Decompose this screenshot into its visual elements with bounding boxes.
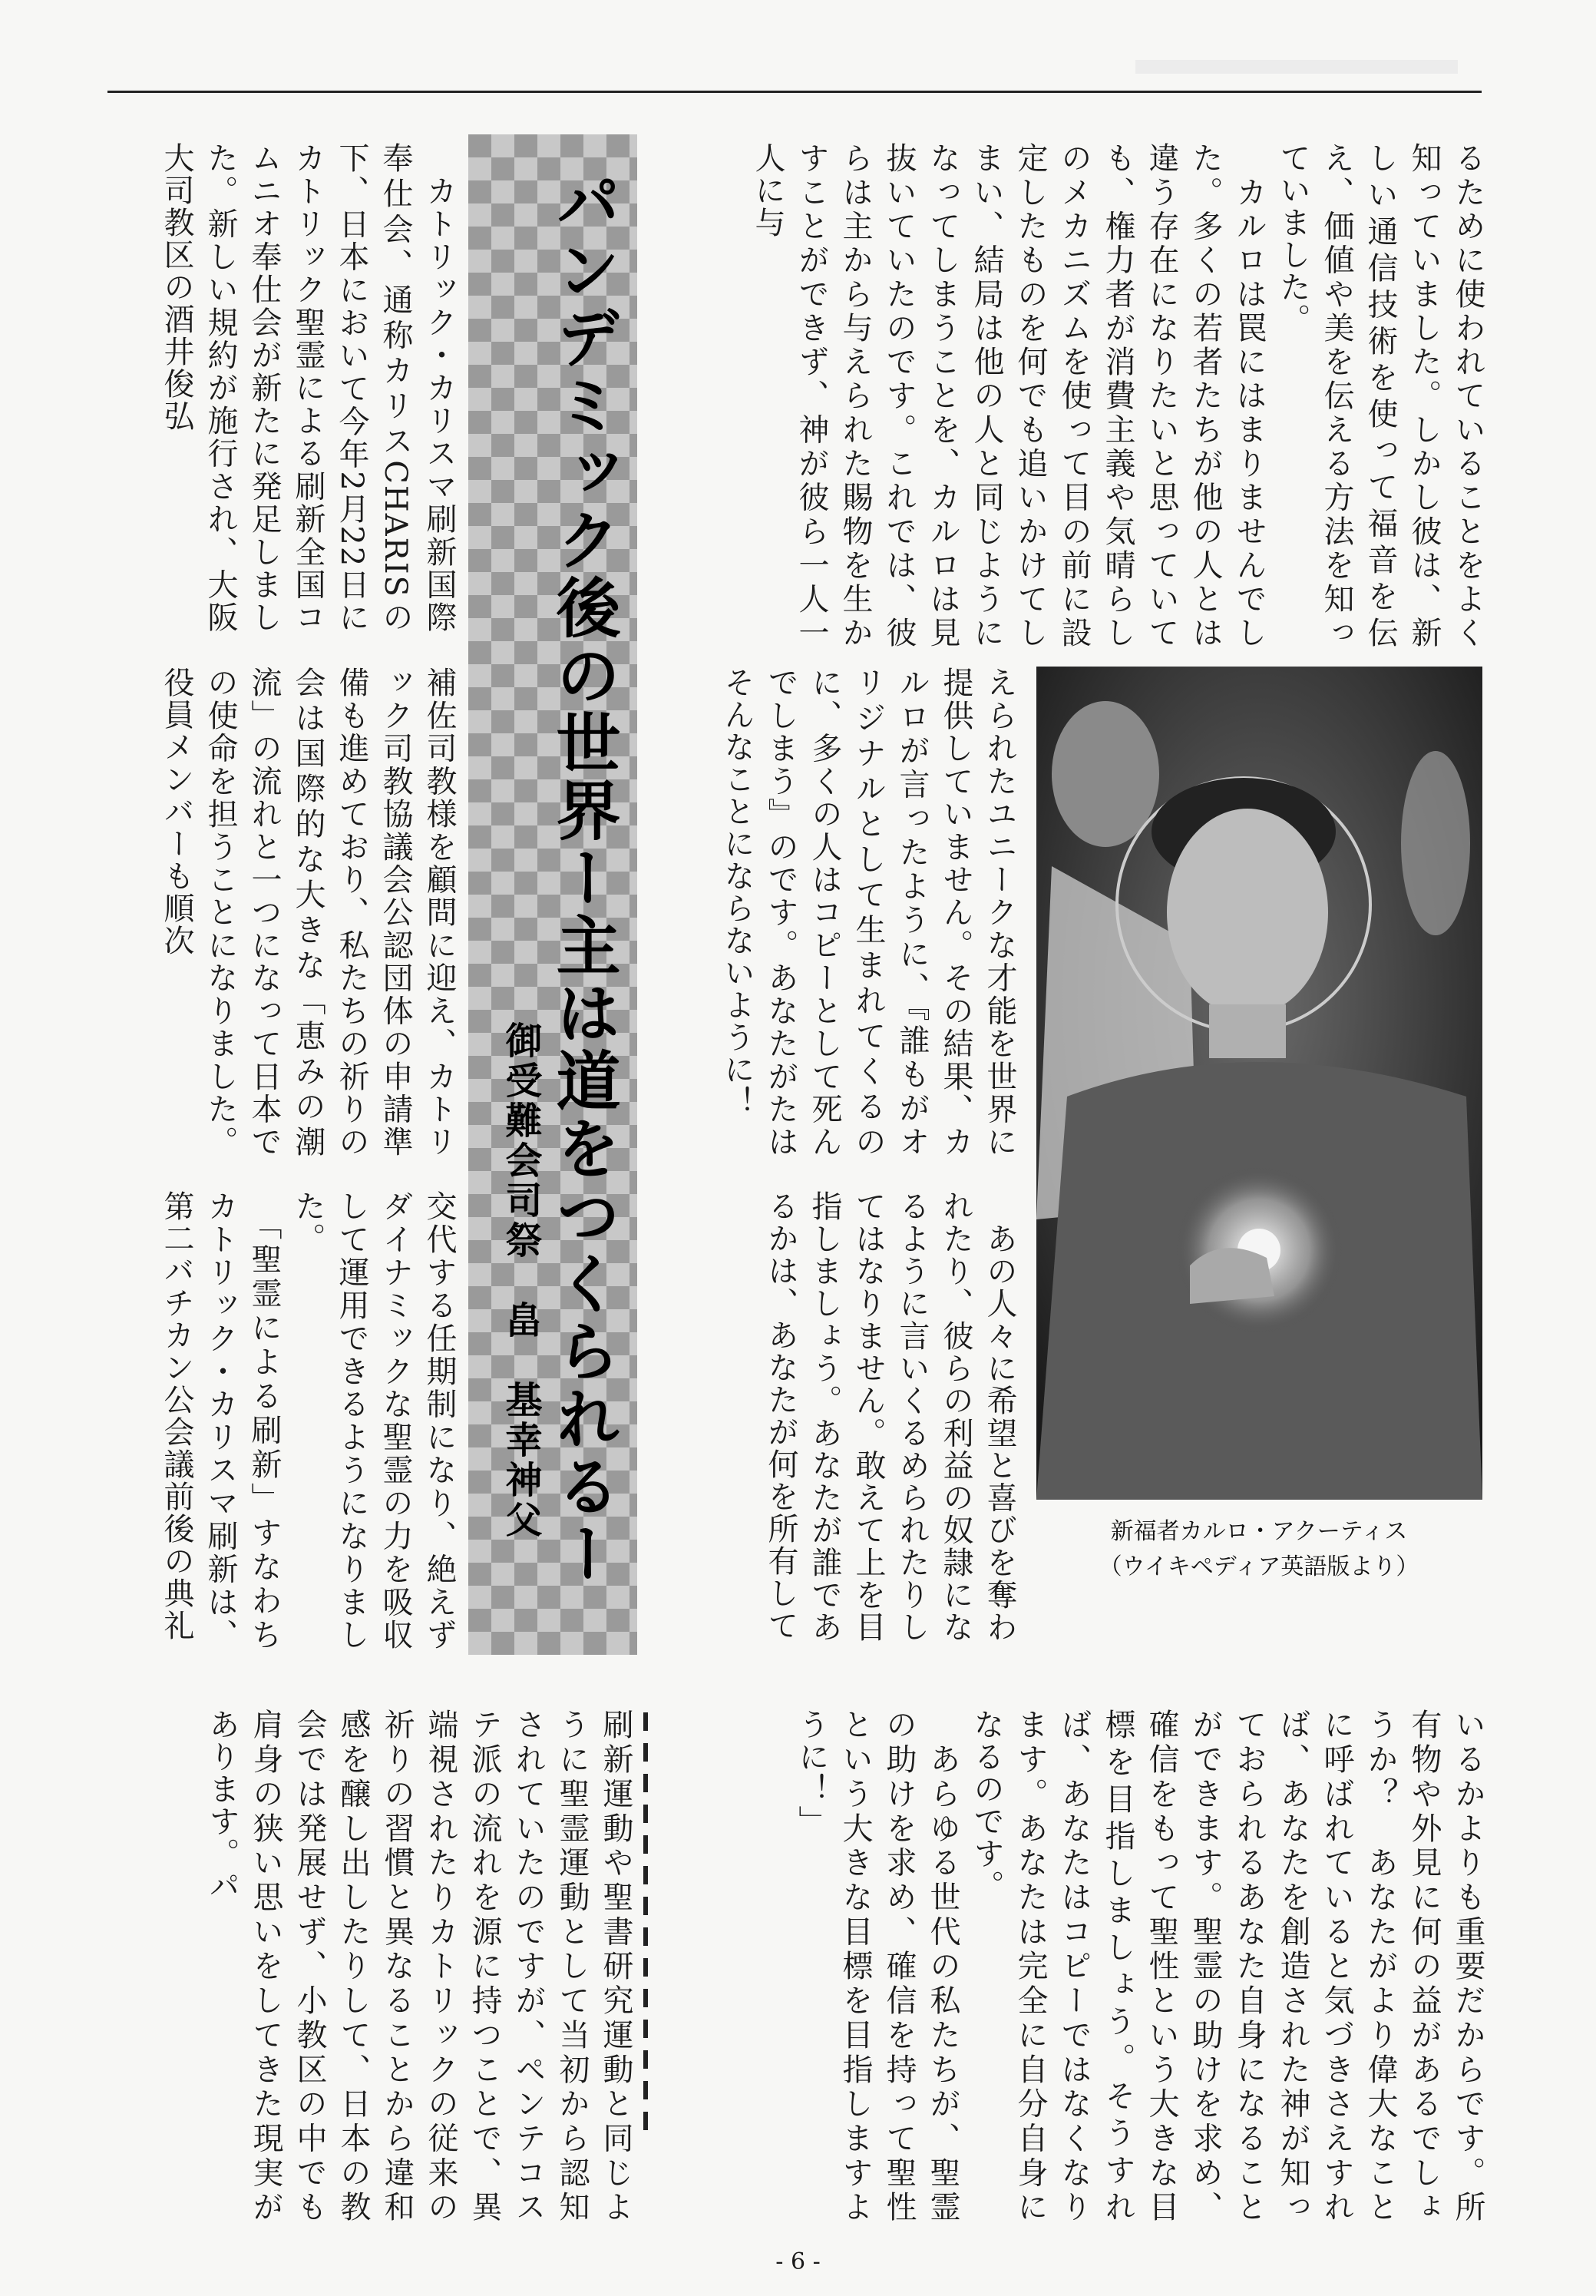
header-ghost-text xyxy=(1135,60,1458,74)
column-divider xyxy=(643,1712,649,2142)
top-rule xyxy=(107,91,1482,93)
article-title: パンデミック後の世界ー主は道をつくられるー xyxy=(546,169,621,1588)
caption-line-1: 新福者カルロ・アクーティス xyxy=(1110,1518,1408,1545)
photo-image xyxy=(1036,667,1482,1500)
column-photo-left-lower: あの人々に希望と喜びを奪われたり、彼らの利益の奴隷になるように言いくるめられたりしてはなりません。敢えて上を目指しましょう。あなたが誰であるかは、あなたが何を所有して xyxy=(763,1190,1017,1643)
article-author: 御受難会司祭 畠 基幸神父 xyxy=(499,1021,542,1540)
column-left-upper: カトリック・カリスマ刷新国際奉仕会、通称カリスCHARISの下、日本において今年2月22日にカトリック聖霊による刷新全国コムニオ奉仕会が新たに発足しました。新しい規約が施行され、大阪大司教区の酒井俊弘 xyxy=(159,142,457,634)
column-top-right: るために使われていることをよく知っていました。しかし彼は、新しい通信技術を使って福音を伝え、価値や美を伝える方法を知っていました。 カルロは罠にはまりませんでした。多くの若者たちが他の人とは違う存在になりたいと思っていても、権力者が消費主義や気晴らしのメカニズムを使って目の前に設定したものを何でも追いかけてしまい、結局は他の人と同じようになってしまうことを、カルロは見抜いていたのです。これでは、彼らは主から与えられた賜物を生かすことができず、神が彼ら一人一人に与 xyxy=(750,142,1485,649)
column-photo-left-upper: えられたユニークな才能を世界に提供していません。その結果、カルロが言ったように、『誰もがオリジナルとして生まれてくるのに、多くの人はコピーとして死んでしまう』のです。あなたがたはそんなことにならないように！ xyxy=(719,667,1017,1158)
caption-line-2: （ウイキペディア英語版より） xyxy=(1099,1553,1419,1580)
column-bottom-right: いるかよりも重要だからです。所有物や外見に何の益があるでしょうか？ あなたがより偉大なことに呼ばれていると気づきさえすれば、あなたを創造された神が知っておられるあなた自身になることができます。聖霊の助けを求め、確信をもって聖性という大きな目標を目指しましょう。そうすれば、あなたはコピーではなくなります。あなたは完全に自分自身になるのです。 あらゆる世代の私たちが、聖霊の助けを求め、確信を持って聖性という大きな目標を目指しますように！」 xyxy=(794,1709,1485,2223)
photo-carlo-acutis xyxy=(1036,667,1482,1500)
column-left-middle: 補佐司教様を顧問に迎え、カトリック司教協議会公認団体の申請準備も進めており、私たちの祈りの会は国際的な大きな「恵みの潮流」の流れと一つになって日本での使命を担うことになりました。役員メンバーも順次 xyxy=(159,667,457,1158)
page-number: - 6 - xyxy=(775,2248,821,2275)
photo-caption xyxy=(1029,1514,1489,1585)
column-left-lower: 交代する任期制になり、絶えずダイナミックな聖霊の力を吸収して運用できるようになりました。 「聖霊による刷新」すなわちカトリック・カリスマ刷新は、第二バチカン公会議前後の典礼 xyxy=(159,1190,457,1651)
column-bottom-left: 刷新運動や聖書研究運動と同じように聖霊運動として当初から認知されていたのですが、ペンテコステ派の流れを源に持つことで、異端視されたりカトリックの従来の祈りの習慣と異なることから違和感を醸し出したりして、日本の教会では発展せず、小教区の中でも肩身の狭い思いをしてきた現実があります。パ xyxy=(204,1709,633,2223)
